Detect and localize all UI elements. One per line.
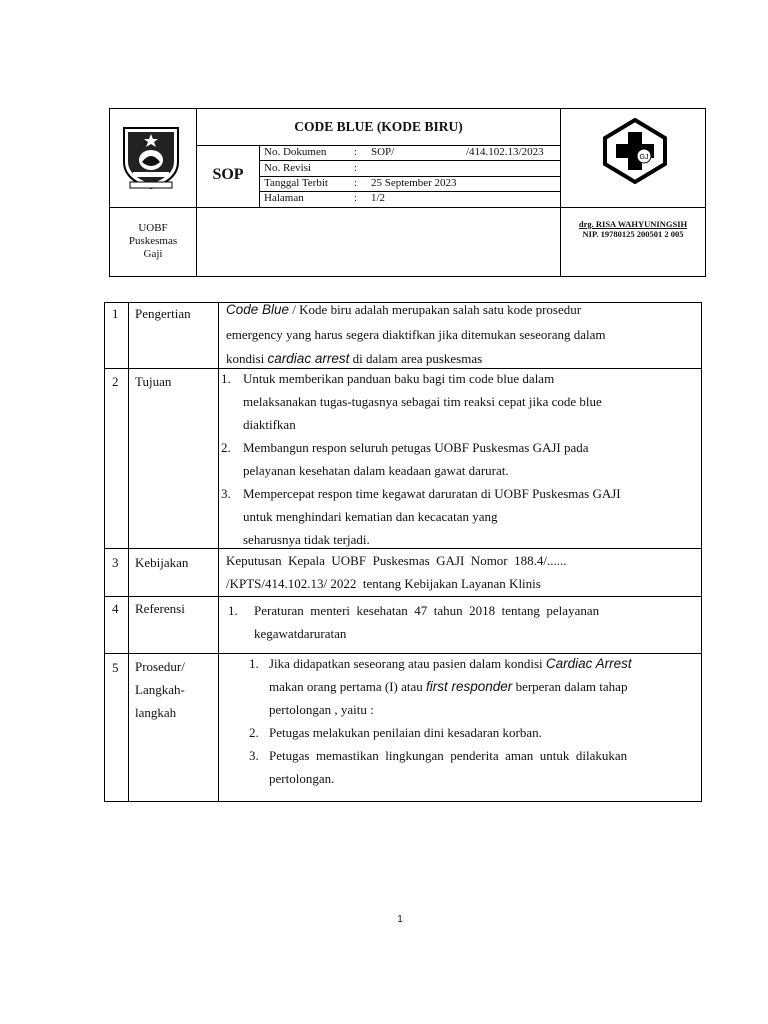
svg-text:GJ: GJ	[639, 154, 649, 161]
section-5-list	[249, 652, 699, 790]
regional-emblem-logo	[116, 122, 186, 192]
signer-block	[562, 219, 704, 239]
section-5-title: Prosedur/ Langkah- langkah	[135, 659, 185, 720]
section-2-list	[221, 367, 699, 551]
sop-label: SOP	[212, 166, 244, 183]
section-5-number: 5	[112, 660, 119, 675]
list-item: 3. Mempercepat respon time kegawat daruratan di UOBF Puskesmas GAJI untuk menghindari kematian dan kecacatan yang seharusnya tidak terjadi.	[221, 486, 621, 547]
section-2-number: 2	[112, 374, 119, 389]
list-item: 3. Petugas memastikan lingkungan penderita aman untuk dilakukan pertolongan.	[249, 748, 628, 786]
doc-number-sep: :	[354, 146, 358, 158]
section-1-title: Pengertian	[135, 306, 191, 321]
page-number: 1	[397, 914, 403, 925]
page-sep: :	[354, 192, 358, 204]
section-4-number: 4	[112, 601, 119, 616]
list-item: 1. Jika didapatkan seseorang atau pasien dalam kondisi Cardiac Arrest makan orang pertama (I) atau first responder berperan dalam tahap pertolongan , yaitu :	[249, 656, 632, 717]
section-3-title: Kebijakan	[135, 555, 189, 570]
section-3-number: 3	[112, 555, 119, 570]
doc-number-value: SOP/	[371, 146, 395, 158]
issue-date-label: Tanggal Terbit	[264, 177, 328, 189]
list-item: 2. Membangun respon seluruh petugas UOBF Puskesmas GAJI pada pelayanan kesehatan dalam keadaan gawat darurat.	[221, 440, 589, 478]
section-1-number: 1	[112, 306, 119, 321]
page-label: Halaman	[264, 192, 304, 204]
signer-name: drg. RISA WAHYUNINGSIH	[578, 219, 688, 229]
revision-sep: :	[354, 162, 358, 174]
health-center-logo	[601, 118, 669, 184]
doc-number-suffix: /414.102.13/2023	[466, 146, 544, 158]
document-title: CODE BLUE (KODE BIRU)	[294, 119, 463, 134]
term-code-blue: Code Blue	[226, 302, 290, 317]
signer-nip: NIP. 19780125 200501 2 005	[582, 229, 684, 239]
org-line-1: UOBF	[138, 222, 168, 234]
section-4-title: Referensi	[135, 601, 185, 616]
term-cardiac-arrest: cardiac arrest	[267, 351, 350, 366]
issue-date-sep: :	[354, 177, 358, 189]
section-1-body: Code Blue / Kode biru adalah merupakan salah satu kode prosedur emergency yang harus segera diaktifkan jika ditemukan seseorang dalam kondisi cardiac arrest di dalam area puskesmas	[226, 302, 606, 366]
org-line-2: Puskesmas	[128, 235, 178, 247]
organization-name	[110, 222, 196, 261]
section-4-body: 1. Peraturan menteri kesehatan 47 tahun 2018 tentang pelayanan kegawatdaruratan	[228, 603, 600, 641]
section-3-body: Keputusan Kepala UOBF Puskesmas GAJI Nomor 188.4/...... /KPTS/414.102.13/ 2022 tentang Kebijakan Layanan Klinis	[226, 553, 567, 591]
issue-date-value: 25 September 2023	[371, 177, 457, 189]
section-2-title: Tujuan	[135, 374, 172, 389]
list-item: 2. Petugas melakukan penilaian dini kesadaran korban.	[249, 725, 542, 740]
term-cardiac-arrest-2: Cardiac Arrest	[545, 656, 632, 671]
org-line-3: Gaji	[143, 248, 163, 260]
revision-label: No. Revisi	[264, 162, 312, 174]
list-item: 1. Untuk memberikan panduan baku bagi tim code blue dalam melaksanakan tugas-tugasnya sebagai tim reaksi cepat jika code blue diaktifkan	[221, 371, 602, 432]
page-value: 1/2	[371, 192, 386, 204]
doc-number-label: No. Dokumen	[264, 146, 327, 158]
term-first-responder: first responder	[426, 679, 513, 694]
